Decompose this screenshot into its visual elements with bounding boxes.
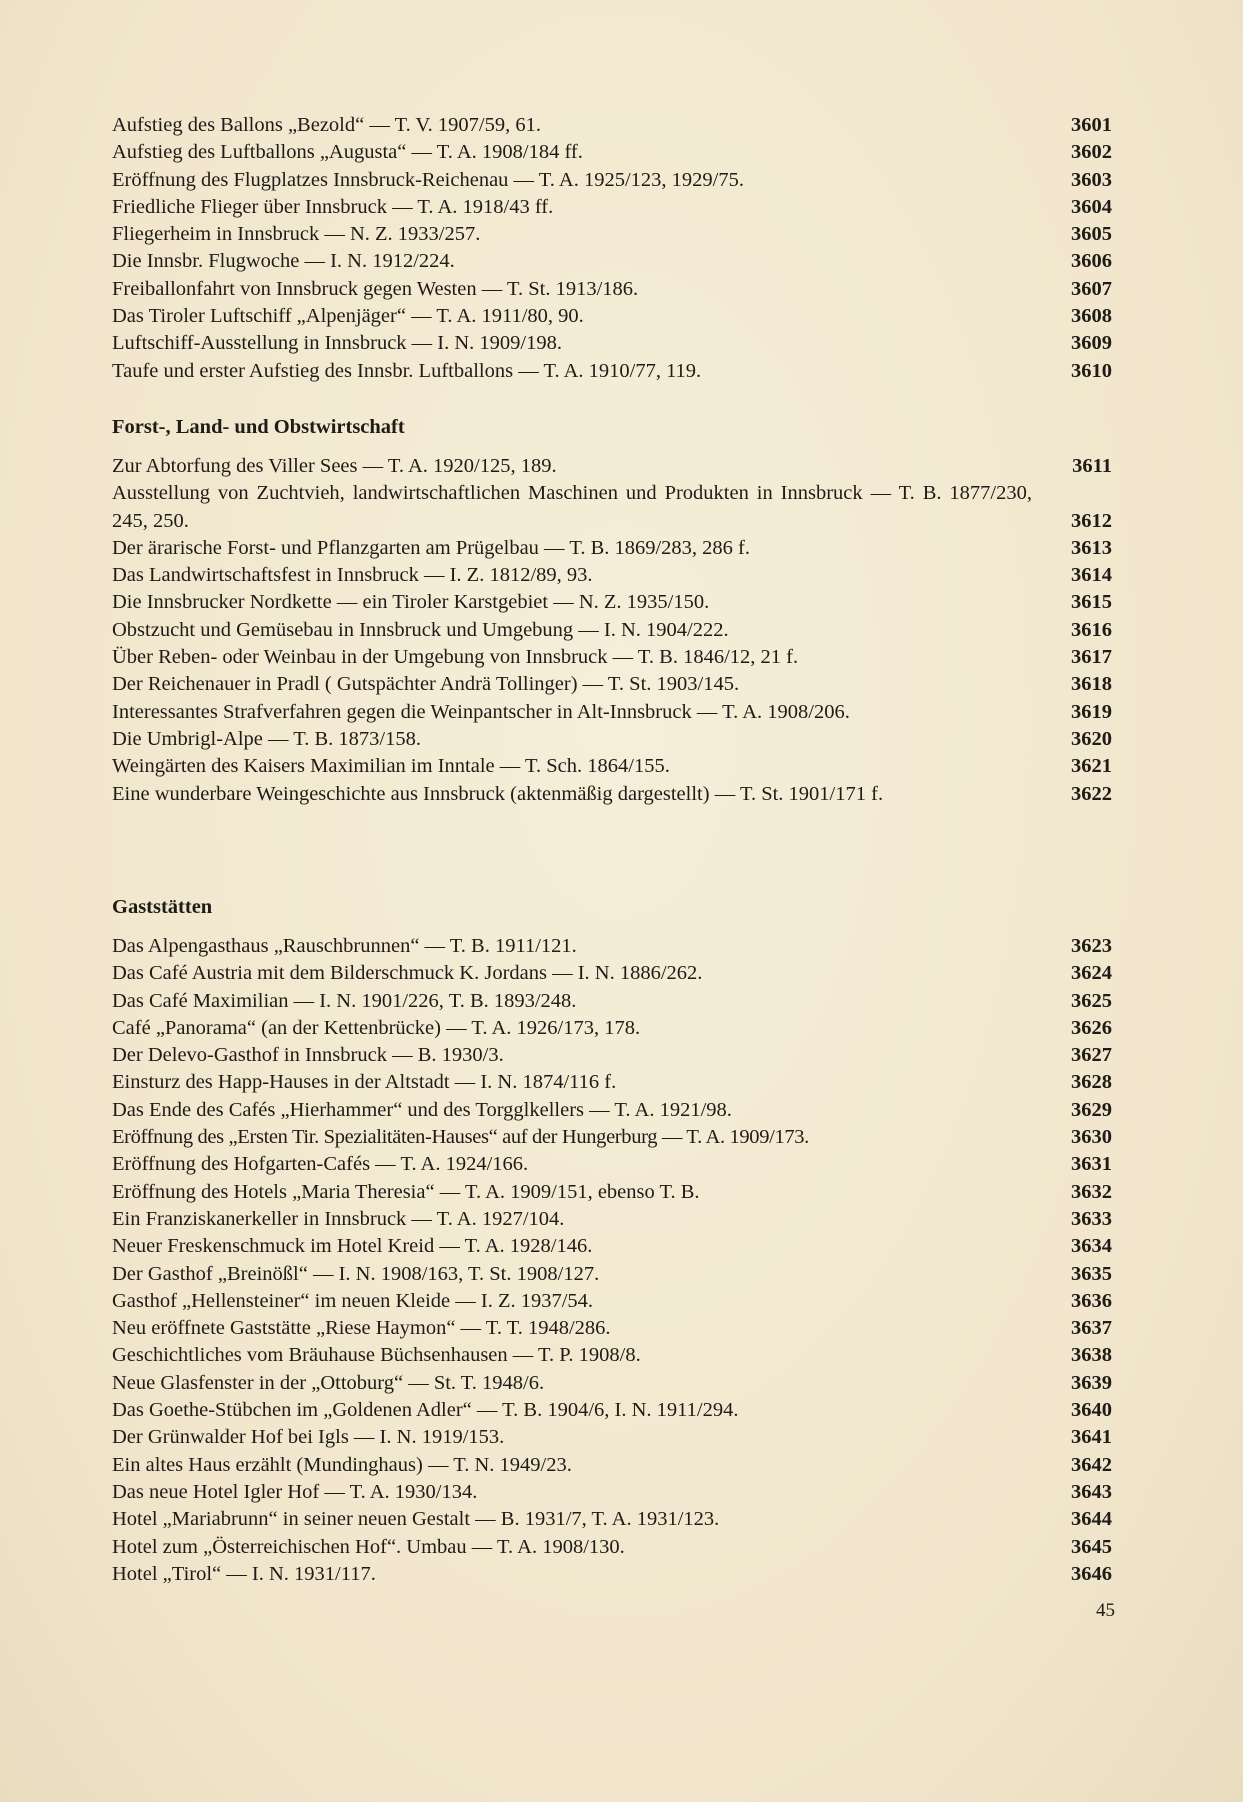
entry-number: 3638 <box>1071 1344 1112 1367</box>
entry-text: Neu eröffnete Gaststätte „Riese Haymon“ — T. T. 1948/286. <box>112 1317 611 1340</box>
entry-text: Eröffnung des Hofgarten-Cafés — T. A. 1924/166. <box>112 1153 529 1176</box>
entry-text: Die Innsbrucker Nordkette — ein Tiroler Karstgebiet — N. Z. 1935/150. <box>112 591 710 614</box>
entry-text: Die Umbrigl-Alpe — T. B. 1873/158. <box>112 727 421 750</box>
entry-text: Eröffnung des Hotels „Maria Theresia“ — T. A. 1909/151, ebenso T. B. <box>112 1180 700 1203</box>
list-item <box>112 303 1112 330</box>
entry-number: 3601 <box>1071 114 1112 136</box>
entry-text: Der Grünwalder Hof bei Igls — I. N. 1919/153. <box>112 1426 505 1449</box>
entry-number: 3619 <box>1071 700 1112 723</box>
list-item <box>112 589 1112 616</box>
entry-number: 3624 <box>1071 962 1112 985</box>
list-item <box>112 1315 1112 1342</box>
entry-text: Friedliche Flieger über Innsbruck — T. A. 1918/43 ff. <box>112 195 554 218</box>
entry-text: Weingärten des Kaisers Maximilian im Inntale — T. Sch. 1864/155. <box>112 755 670 778</box>
list-item <box>112 1179 1112 1206</box>
entry-number: 3636 <box>1071 1289 1112 1312</box>
list-item <box>112 781 1112 808</box>
list-item <box>112 1124 1112 1151</box>
list-item <box>112 1069 1112 1096</box>
entry-number: 3602 <box>1071 141 1112 164</box>
section-forestry <box>112 453 1112 808</box>
section-heading: Forst-, Land- und Obstwirtschaft <box>112 416 405 438</box>
list-item <box>112 453 1112 480</box>
entry-number: 3628 <box>1071 1071 1112 1094</box>
entry-text: Fliegerheim in Innsbruck — N. Z. 1933/257. <box>112 223 481 246</box>
entry-text: Das Café Maximilian — I. N. 1901/226, T. B. 1893/248. <box>112 989 577 1012</box>
entry-number: 3644 <box>1071 1508 1112 1531</box>
list-item <box>112 1506 1112 1533</box>
entry-text: Neue Glasfenster in der „Ottoburg“ — St. T. 1948/6. <box>112 1371 545 1394</box>
list-item <box>112 221 1112 248</box>
entry-number: 3631 <box>1071 1153 1112 1176</box>
list-item <box>112 330 1112 357</box>
entry-text: Neuer Freskenschmuck im Hotel Kreid — T. A. 1928/146. <box>112 1235 593 1258</box>
list-item <box>112 1534 1112 1561</box>
list-item <box>112 480 1112 535</box>
entry-text: Geschichtliches vom Bräuhause Büchsenhausen — T. P. 1908/8. <box>112 1344 641 1367</box>
list-item <box>112 1288 1112 1315</box>
list-item <box>112 194 1112 221</box>
entry-number: 3610 <box>1071 359 1112 382</box>
entry-number: 3639 <box>1071 1371 1112 1394</box>
list-item <box>112 535 1112 562</box>
entry-text: Ausstellung von Zuchtvieh, landwirtschaftlichen Maschinen und Produkten in Innsbruck — T. B. 1877/230, 245, 250. <box>112 482 1032 532</box>
entry-number: 3640 <box>1071 1399 1112 1422</box>
entry-text: Ein altes Haus erzählt (Mundinghaus) — T. N. 1949/23. <box>112 1453 572 1476</box>
entry-text: Luftschiff-Ausstellung in Innsbruck — I. N. 1909/198. <box>112 332 562 355</box>
entry-number: 3635 <box>1071 1262 1112 1285</box>
list-item <box>112 1206 1112 1233</box>
entry-number: 3611 <box>1072 455 1112 477</box>
entry-number: 3614 <box>1071 564 1112 587</box>
list-item <box>112 1561 1112 1588</box>
entry-text: Café „Panorama“ (an der Kettenbrücke) — T. A. 1926/173, 178. <box>112 1016 641 1039</box>
entry-text: Gasthof „Hellensteiner“ im neuen Kleide — I. Z. 1937/54. <box>112 1289 594 1312</box>
list-item <box>112 699 1112 726</box>
entry-text: Eröffnung des „Ersten Tir. Spezialitäten-Hauses“ auf der Hungerburg — T. A. 1909/173. <box>112 1126 809 1149</box>
entry-number: 3606 <box>1071 250 1112 273</box>
entry-text: Aufstieg des Luftballons „Augusta“ — T. A. 1908/184 ff. <box>112 141 583 164</box>
list-item <box>112 1370 1112 1397</box>
entry-text: Eine wunderbare Weingeschichte aus Innsbruck (aktenmäßig dargestellt) — T. St. 1901/171 f. <box>112 782 884 805</box>
list-item <box>112 1233 1112 1260</box>
entry-number: 3627 <box>1071 1044 1112 1067</box>
entry-number: 3612 <box>1071 509 1112 532</box>
list-item <box>112 617 1112 644</box>
entry-number: 3621 <box>1071 755 1112 778</box>
list-item <box>112 1424 1112 1451</box>
entry-number: 3642 <box>1071 1453 1112 1476</box>
entry-number: 3604 <box>1071 195 1112 218</box>
entry-number: 3609 <box>1071 332 1112 355</box>
entry-number: 3646 <box>1071 1562 1112 1585</box>
entry-text: Der Delevo-Gasthof in Innsbruck — B. 1930/3. <box>112 1044 504 1067</box>
section-aviation <box>112 112 1112 385</box>
entry-text: Freiballonfahrt von Innsbruck gegen Westen — T. St. 1913/186. <box>112 277 639 300</box>
list-item <box>112 753 1112 780</box>
entry-number: 3625 <box>1071 989 1112 1012</box>
entry-text: Zur Abtorfung des Viller Sees — T. A. 1920/125, 189. <box>112 455 557 477</box>
entry-text: Das Landwirtschaftsfest in Innsbruck — I. Z. 1812/89, 93. <box>112 564 593 587</box>
list-item <box>112 112 1112 139</box>
entry-number: 3641 <box>1071 1426 1112 1449</box>
list-item <box>112 1479 1112 1506</box>
section-heading-restaurants-wrapper <box>112 894 1112 921</box>
entry-number: 3629 <box>1071 1098 1112 1121</box>
entry-number: 3613 <box>1071 536 1112 559</box>
list-item <box>112 1397 1112 1424</box>
entry-number: 3623 <box>1071 935 1112 957</box>
entry-text: Hotel „Mariabrunn“ in seiner neuen Gestalt — B. 1931/7, T. A. 1931/123. <box>112 1508 720 1531</box>
entry-text: Hotel „Tirol“ — I. N. 1931/117. <box>112 1562 376 1585</box>
entry-text: Eröffnung des Flugplatzes Innsbruck-Reichenau — T. A. 1925/123, 1929/75. <box>112 168 744 191</box>
entry-number: 3632 <box>1071 1180 1112 1203</box>
list-item <box>112 276 1112 303</box>
entry-text: Die Innsbr. Flugwoche — I. N. 1912/224. <box>112 250 455 273</box>
list-item <box>112 1015 1112 1042</box>
entry-text: Das Tiroler Luftschiff „Alpenjäger“ — T. A. 1911/80, 90. <box>112 305 584 328</box>
entry-text: Das Café Austria mit dem Bilderschmuck K. Jordans — I. N. 1886/262. <box>112 962 703 985</box>
entry-number: 3630 <box>1071 1126 1112 1149</box>
entry-number: 3637 <box>1071 1317 1112 1340</box>
entry-text: Der ärarische Forst- und Pflanzgarten am Prügelbau — T. B. 1869/283, 286 f. <box>112 536 751 559</box>
entry-text: Hotel zum „Österreichischen Hof“. Umbau — T. A. 1908/130. <box>112 1535 625 1558</box>
section-heading-forestry-wrapper <box>112 414 1112 441</box>
entry-number: 3603 <box>1071 168 1112 191</box>
entry-number: 3615 <box>1071 591 1112 614</box>
entry-number: 3626 <box>1071 1016 1112 1039</box>
list-item <box>112 167 1112 194</box>
entry-number: 3616 <box>1071 618 1112 641</box>
entry-text: Das Alpengasthaus „Rauschbrunnen“ — T. B. 1911/121. <box>112 935 577 957</box>
entry-number: 3634 <box>1071 1235 1112 1258</box>
entry-number: 3605 <box>1071 223 1112 246</box>
entry-number: 3618 <box>1071 673 1112 696</box>
list-item <box>112 671 1112 698</box>
entry-text: Der Gasthof „Breinößl“ — I. N. 1908/163, T. St. 1908/127. <box>112 1262 600 1285</box>
entry-text: Ein Franziskanerkeller in Innsbruck — T. A. 1927/104. <box>112 1207 565 1230</box>
entry-number: 3645 <box>1071 1535 1112 1558</box>
list-item <box>112 644 1112 671</box>
entry-text: Das neue Hotel Igler Hof — T. A. 1930/134. <box>112 1480 478 1503</box>
list-item <box>112 1342 1112 1369</box>
entry-text: Interessantes Strafverfahren gegen die Weinpantscher in Alt-Innsbruck — T. A. 1908/206. <box>112 700 850 723</box>
list-item <box>112 1452 1112 1479</box>
entry-number: 3617 <box>1071 646 1112 669</box>
list-item <box>112 933 1112 960</box>
entry-text: Der Reichenauer in Pradl ( Gutspächter Andrä Tollinger) — T. St. 1903/145. <box>112 673 740 696</box>
list-item <box>112 1151 1112 1178</box>
page-number: 45 <box>1096 1600 1115 1621</box>
entry-number: 3633 <box>1071 1207 1112 1230</box>
list-item <box>112 960 1112 987</box>
entry-text: Taufe und erster Aufstieg des Innsbr. Luftballons — T. A. 1910/77, 119. <box>112 359 702 382</box>
list-item <box>112 139 1112 166</box>
entry-text: Über Reben- oder Weinbau in der Umgebung von Innsbruck — T. B. 1846/12, 21 f. <box>112 646 799 669</box>
list-item <box>112 562 1112 589</box>
section-heading: Gaststätten <box>112 896 213 918</box>
entry-text: Das Goethe-Stübchen im „Goldenen Adler“ — T. B. 1904/6, I. N. 1911/294. <box>112 1399 739 1422</box>
list-item <box>112 988 1112 1015</box>
entry-text: Das Ende des Cafés „Hierhammer“ und des Torgglkellers — T. A. 1921/98. <box>112 1098 732 1121</box>
section-restaurants <box>112 933 1112 1588</box>
list-item <box>112 358 1112 385</box>
entry-number: 3622 <box>1071 782 1112 805</box>
entry-number: 3620 <box>1071 727 1112 750</box>
entry-text: Obstzucht und Gemüsebau in Innsbruck und Umgebung — I. N. 1904/222. <box>112 618 729 641</box>
list-item <box>112 726 1112 753</box>
entry-number: 3643 <box>1071 1480 1112 1503</box>
list-item <box>112 1261 1112 1288</box>
entry-number: 3608 <box>1071 305 1112 328</box>
list-item <box>112 1097 1112 1124</box>
entry-text: Aufstieg des Ballons „Bezold“ — T. V. 1907/59, 61. <box>112 114 541 136</box>
entry-number: 3607 <box>1071 277 1112 300</box>
list-item <box>112 248 1112 275</box>
list-item <box>112 1042 1112 1069</box>
entry-text: Einsturz des Happ-Hauses in der Altstadt — I. N. 1874/116 f. <box>112 1071 617 1094</box>
